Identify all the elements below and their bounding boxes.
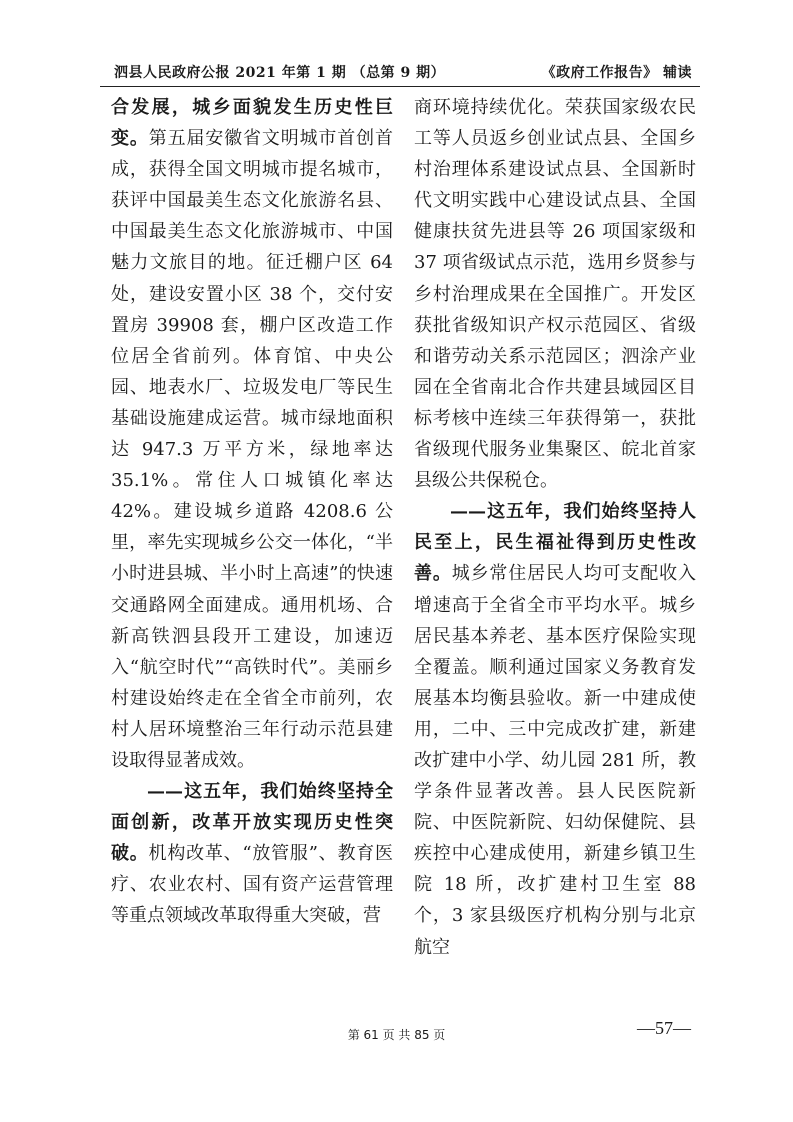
paragraph-body: 城乡常住居民人均可支配收入增速高于全省全市平均水平。城乡居民基本养老、基本医疗保险实现全覆盖。顺利通过国家义务教育发展基本均衡县验收。新一中建成使用，二中、三中完成改扩建，新建改扩建中小学、幼儿园 281 所，教学条件显著改善。县人民医院新院、中医院新院、妇幼保健院、县疾控中心建成使用，新建乡镇卫生院 18 所，改扩建村卫生室 88 个，3 家县级医疗机构分别与北京航空 bbox=[414, 563, 697, 958]
section-title: 《政府工作报告》 辅读 bbox=[541, 65, 692, 81]
paragraph-body: 商环境持续优化。荣获国家级农民工等人员返乡创业试点县、全国乡村治理体系建设试点县、全国新时代文明实践中心建设试点县、全国健康扶贫先进县等 26 项国家级和 37 项省级试点示范，选用乡贤参与乡村治理成果在全国推广。开发区获批省级知识产权示范园区、省级和谐劳动关系示范园区；泗涂产业园在全省南北合作共建县域园区目标考核中连续三年获得第一，获批省级现代服务业集聚区、皖北首家县级公共保税仓。 bbox=[414, 97, 696, 492]
paragraph-continued bbox=[111, 92, 393, 776]
paragraph bbox=[414, 496, 696, 962]
running-header bbox=[100, 60, 700, 87]
paragraph-lead-bold: 合发展，城乡面貌发生历史性巨变。 bbox=[111, 97, 393, 150]
right-column bbox=[414, 92, 696, 963]
paragraph-body: 机构改革、“放管服”、教育医疗、农业农村、国有资产运营管理等重点领域改革取得重大突破，营 bbox=[111, 843, 393, 927]
paragraph-lead-bold: ——这五年，我们始终坚持全面创新，改革开放实现历史性突破。 bbox=[111, 781, 393, 865]
paragraph-body: 第五届安徽省文明城市首创首成，获得全国文明城市提名城市，获评中国最美生态文化旅游名县、中国最美生态文化旅游城市、中国魅力文旅目的地。征迁棚户区 64 处，建设安置小区 38 个，交付安置房 39908 套，棚户区改造工作位居全省前列。体育馆、中央公园、地表水厂、垃圾发电厂等民生基础设施建成运营。城市绿地面积达 947.3 万平方米，绿地率达 35.1%。常住人口城镇化率达 42%。建设城乡道路 4208.6 公里，率先实现城乡公交一体化，“半小时进县城、半小时上高速”的快速交通路网全面建成。通用机场、合新高铁泗县段开工建设，加速迈入“航空时代”“高铁时代”。美丽乡村建设始终走在全省全市前列，农村人居环境整治三年行动示范县建设取得显著成效。 bbox=[111, 128, 394, 771]
publication-title: 泗县人民政府公报 2021 年第 1 期 （总第 9 期） bbox=[114, 65, 446, 81]
paragraph bbox=[111, 776, 393, 931]
page-number: —57— bbox=[637, 1018, 691, 1038]
page-info: 第 61 页 共 85 页 bbox=[347, 1028, 446, 1042]
paragraph-lead-bold: ——这五年，我们始终坚持人民至上，民生福祉得到历史性改善。 bbox=[414, 501, 696, 585]
paragraph-continued bbox=[414, 92, 696, 496]
left-column bbox=[111, 92, 393, 932]
